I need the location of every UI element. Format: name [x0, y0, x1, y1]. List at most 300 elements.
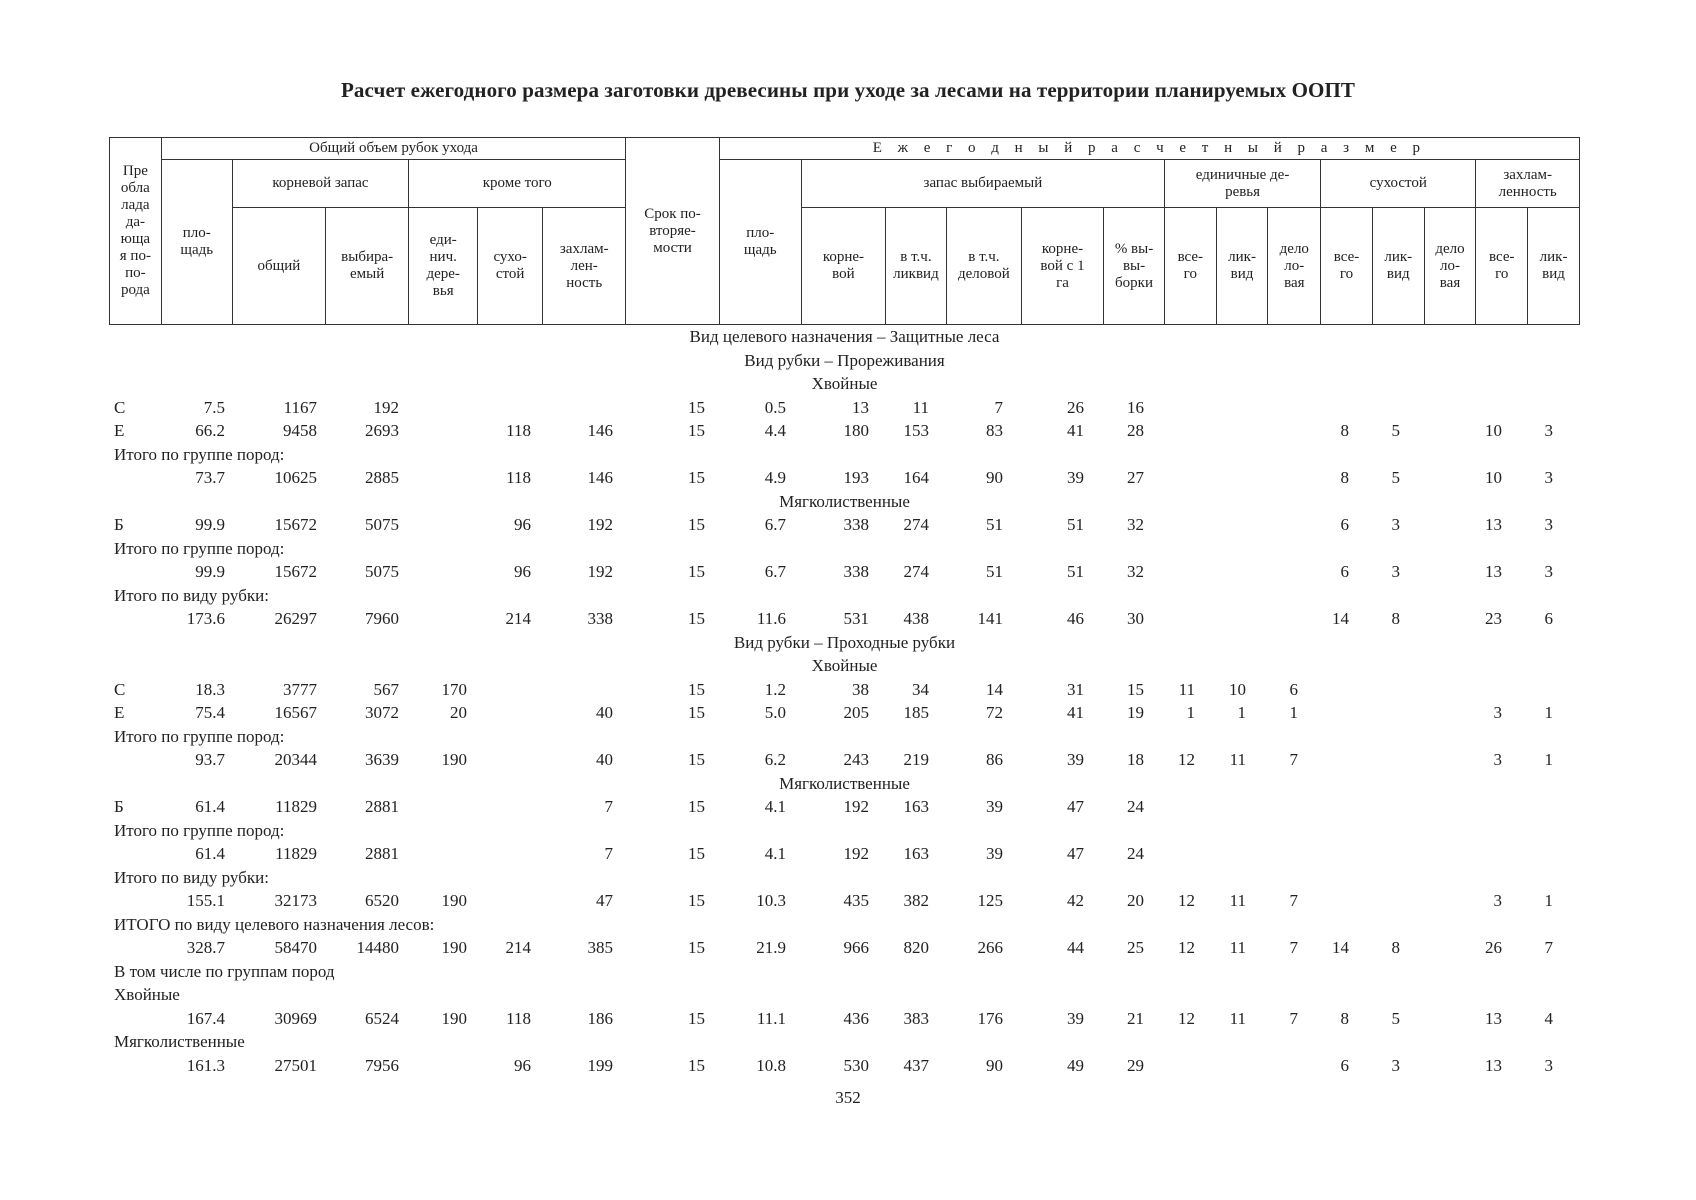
table-cell: 41	[1067, 421, 1084, 440]
table-cell: 214	[505, 938, 531, 957]
table-cell: 170	[441, 679, 467, 699]
table-cell: 176	[977, 1008, 1003, 1028]
header-repeat-period: Срок по- вторяе- мости	[626, 138, 719, 325]
table-cell: 266	[977, 938, 1003, 957]
table-cell: 5	[1391, 468, 1400, 487]
table-cell: 8	[1340, 468, 1349, 487]
section-heading	[109, 772, 1580, 796]
table-cell: 83	[986, 421, 1003, 440]
table-cell: 40	[596, 703, 613, 722]
table-cell: 11.6	[756, 609, 786, 628]
table-cell: 8	[1391, 938, 1400, 957]
table-cell: 18	[1127, 750, 1144, 769]
table-cell: 2693	[365, 421, 399, 440]
header-table	[109, 137, 1580, 325]
table-cell: 15	[688, 938, 705, 957]
table-cell: 192	[843, 844, 869, 863]
table-cell: 13	[852, 397, 869, 417]
table-cell: 125	[977, 891, 1003, 910]
group-label: Хвойные	[114, 985, 180, 1004]
table-cell: 4.1	[764, 797, 786, 816]
section-heading	[109, 631, 1580, 655]
table-cell: 141	[977, 609, 1003, 628]
table-cell: 75.4	[195, 703, 225, 722]
table-row	[109, 560, 1580, 584]
table-cell: 2881	[365, 844, 399, 863]
table-cell: 11829	[275, 844, 317, 863]
row-label	[109, 819, 1580, 843]
row-label	[109, 866, 1580, 890]
table-cell: 2881	[365, 797, 399, 816]
table-cell: 4.4	[764, 421, 786, 440]
table-cell: 14480	[356, 938, 399, 957]
table-cell: 3	[1544, 562, 1553, 581]
table-cell: 7	[1289, 1008, 1298, 1028]
header-dw-business: дело ло- вая	[1424, 208, 1476, 325]
table-cell: 26	[1485, 938, 1502, 957]
table-cell: 39	[1067, 1008, 1084, 1028]
table-cell: 4.9	[764, 468, 786, 487]
row-label	[109, 584, 1580, 608]
header-cl-liquid: лик- вид	[1528, 208, 1580, 325]
table-cell: 66.2	[195, 421, 225, 440]
group-label: Итого по группе пород:	[114, 820, 285, 840]
table-cell: 192	[843, 797, 869, 816]
table-cell: 15	[688, 844, 705, 863]
section-heading	[109, 654, 1580, 678]
group-label: ИТОГО по виду целевого назначения лесов:	[114, 914, 435, 934]
table-cell: 10625	[274, 468, 317, 487]
table-cell: 16	[1127, 397, 1144, 417]
group-label: Итого по виду рубки:	[114, 867, 269, 887]
table-cell: 29	[1127, 1055, 1144, 1075]
table-cell: 12	[1178, 938, 1195, 957]
table-cell: 96	[514, 562, 531, 581]
header-st-liquid: лик- вид	[1216, 208, 1268, 325]
table-cell: 47	[1067, 844, 1084, 863]
table-cell: 16567	[274, 703, 317, 722]
section-heading	[109, 325, 1580, 349]
table-cell: 15	[688, 562, 705, 581]
table-cell: 15	[688, 397, 705, 417]
table-cell: 161.3	[186, 1055, 225, 1075]
table-cell: 20344	[274, 750, 317, 769]
table-row	[109, 701, 1580, 725]
section-heading	[109, 372, 1580, 396]
table-cell: 205	[843, 703, 869, 722]
table-cell: 26	[1067, 397, 1084, 417]
table-cell: 0.5	[764, 397, 786, 417]
table-cell: 39	[1067, 750, 1084, 769]
table-cell: 14	[1332, 938, 1349, 957]
table-cell: 11	[912, 397, 929, 417]
table-cell: 6	[1289, 679, 1298, 699]
table-cell: 190	[441, 1008, 467, 1028]
group-label: В том числе по группам пород	[114, 961, 335, 981]
table-cell: 3777	[283, 679, 317, 699]
table-cell: 51	[1067, 562, 1084, 581]
table-cell: 438	[903, 609, 929, 628]
table-cell: 15	[688, 703, 705, 722]
table-cell: 531	[843, 609, 869, 628]
table-cell: 90	[986, 1055, 1003, 1075]
table-cell: 4.1	[764, 844, 786, 863]
species-cell: Е	[114, 703, 125, 722]
table-cell: 14	[986, 679, 1003, 699]
table-cell: 3	[1544, 468, 1553, 487]
table-cell: 118	[506, 421, 531, 440]
table-cell: 6	[1340, 562, 1349, 581]
table-cell: 192	[373, 397, 399, 417]
table-cell: 15	[688, 1008, 705, 1028]
table-cell: 328.7	[186, 938, 225, 957]
table-row	[109, 936, 1580, 960]
table-cell: 15	[688, 609, 705, 628]
table-cell: 530	[843, 1055, 869, 1075]
table-cell: 28	[1127, 421, 1144, 440]
table-cell: 1	[1186, 703, 1195, 722]
table-cell: 7.5	[203, 397, 225, 417]
table-cell: 21	[1127, 1008, 1144, 1028]
table-row	[109, 466, 1580, 490]
header-single-trees: еди- нич. дере- вья	[409, 208, 478, 325]
table-cell: 13	[1485, 1055, 1502, 1075]
table-cell: 14	[1332, 609, 1349, 628]
table-cell: 32	[1127, 515, 1144, 534]
table-cell: 19	[1127, 703, 1144, 722]
section-title: Вид рубки – Проходные рубки	[733, 632, 956, 652]
table-cell: 96	[514, 515, 531, 534]
table-cell: 3	[1391, 1055, 1400, 1075]
header-dw-total: все- го	[1321, 208, 1373, 325]
table-cell: 6524	[365, 1008, 399, 1028]
table-cell: 8	[1340, 1008, 1349, 1028]
table-cell: 51	[986, 562, 1003, 581]
table-cell: 2885	[365, 468, 399, 487]
table-cell: 7	[604, 844, 613, 863]
table-cell: 15	[688, 891, 705, 910]
table-cell: 383	[903, 1008, 929, 1028]
table-cell: 40	[596, 750, 613, 769]
table-cell: 9458	[283, 421, 317, 440]
table-cell: 23	[1485, 609, 1502, 628]
table-cell: 7	[1289, 891, 1298, 910]
table-cell: 11	[1229, 1008, 1246, 1028]
row-label	[109, 443, 1580, 467]
header-clutter2: захлам- ленность	[1476, 160, 1580, 208]
table-cell: 15672	[274, 562, 317, 581]
table-cell: 3072	[365, 703, 399, 722]
header-cl-total: все- го	[1476, 208, 1528, 325]
table-cell: 338	[587, 609, 613, 628]
table-cell: 243	[843, 750, 869, 769]
table-cell: 58470	[274, 938, 317, 957]
table-cell: 11	[1178, 679, 1195, 699]
table-cell: 39	[1067, 468, 1084, 487]
table-cell: 163	[903, 844, 929, 863]
table-cell: 5075	[365, 515, 399, 534]
row-label	[109, 960, 1580, 984]
header-selected: выбира- емый	[326, 208, 409, 325]
header-root-stock: корневой запас	[232, 160, 409, 208]
table-cell: 31	[1067, 679, 1084, 699]
table-cell: 3639	[365, 750, 399, 769]
header-besides: кроме того	[409, 160, 626, 208]
table-cell: 966	[843, 938, 869, 957]
section-title: Вид целевого назначения – Защитные леса	[689, 327, 1000, 346]
header-root-per-ha: корне- вой с 1 га	[1021, 208, 1103, 325]
table-cell: 118	[506, 1008, 531, 1028]
table-cell: 96	[514, 1055, 531, 1075]
header-pct-select: % вы- вы- борки	[1104, 208, 1165, 325]
table-cell: 20	[450, 703, 467, 722]
table-cell: 820	[903, 938, 929, 957]
table-cell: 6.7	[764, 515, 786, 534]
table-cell: 27501	[274, 1055, 317, 1075]
table-cell: 3	[1391, 562, 1400, 581]
table-cell: 5	[1391, 1008, 1400, 1028]
header-deadwood2: сухостой	[1321, 160, 1476, 208]
table-cell: 25	[1127, 938, 1144, 957]
table-cell: 338	[843, 562, 869, 581]
table-cell: 44	[1067, 938, 1084, 957]
table-row	[109, 513, 1580, 537]
table-cell: 173.6	[186, 609, 225, 628]
table-cell: 118	[506, 468, 531, 487]
table-row	[109, 889, 1580, 913]
table-row	[109, 1054, 1580, 1078]
group-label: Итого по группе пород:	[114, 444, 285, 464]
table-cell: 27	[1127, 468, 1144, 487]
header-dw-liquid: лик- вид	[1372, 208, 1424, 325]
table-cell: 190	[441, 938, 467, 957]
table-cell: 163	[903, 797, 929, 816]
header-clutter: захлам- лен- ность	[543, 208, 626, 325]
header-deadwood: сухо- стой	[478, 208, 543, 325]
species-cell: С	[114, 679, 126, 699]
table-cell: 93.7	[195, 750, 225, 769]
table-cell: 146	[587, 421, 613, 440]
table-cell: 219	[903, 750, 929, 769]
table-cell: 73.7	[195, 468, 225, 487]
table-cell: 382	[903, 891, 929, 910]
section-title: Мягколиственные	[779, 773, 910, 793]
table-cell: 15	[688, 1055, 705, 1075]
table-cell: 164	[903, 468, 929, 487]
species-cell: Б	[114, 797, 124, 816]
table-cell: 86	[986, 750, 1003, 769]
section-title: Мягколиственные	[779, 491, 910, 511]
table-cell: 11	[1229, 750, 1246, 769]
table-cell: 39	[986, 844, 1003, 863]
table-cell: 5.0	[764, 703, 786, 722]
table-cell: 12	[1178, 1008, 1195, 1028]
table-cell: 6.2	[764, 750, 786, 769]
table-cell: 10.3	[756, 891, 786, 910]
table-cell: 13	[1485, 1008, 1502, 1028]
table-cell: 47	[1067, 797, 1084, 816]
header-st-total: все- го	[1164, 208, 1216, 325]
header-total: общий	[232, 208, 325, 325]
table-cell: 15	[688, 468, 705, 487]
page-number: 352	[835, 1088, 861, 1107]
table-cell: 6	[1340, 515, 1349, 534]
table-cell: 6520	[365, 891, 399, 910]
table-cell: 8	[1391, 609, 1400, 628]
table-cell: 99.9	[195, 515, 225, 534]
table-row	[109, 1007, 1580, 1031]
table-cell: 3	[1493, 703, 1502, 722]
table-cell: 199	[587, 1055, 613, 1075]
table-cell: 12	[1178, 750, 1195, 769]
row-label	[109, 983, 1580, 1007]
table-cell: 3	[1493, 750, 1502, 769]
table-cell: 1167	[283, 397, 317, 417]
table-cell: 11	[1229, 938, 1246, 957]
table-cell: 8	[1340, 421, 1349, 440]
table-cell: 13	[1485, 562, 1502, 581]
table-cell: 10	[1485, 421, 1502, 440]
table-body	[109, 325, 1580, 1077]
table-row	[109, 795, 1580, 819]
table-cell: 7	[604, 797, 613, 816]
table-cell: 1	[1544, 891, 1553, 910]
table-cell: 192	[587, 562, 613, 581]
header-incl-business: в т.ч. деловой	[946, 208, 1021, 325]
group-label: Мягколиственные	[114, 1032, 245, 1051]
header-stock-selected: запас выбираемый	[801, 160, 1164, 208]
table-cell: 10	[1485, 468, 1502, 487]
table-cell: 90	[986, 468, 1003, 487]
table-cell: 10.8	[756, 1055, 786, 1075]
table-cell: 7	[994, 397, 1003, 417]
table-cell: 7	[1289, 750, 1298, 769]
table-cell: 7	[1544, 938, 1553, 957]
row-label	[109, 725, 1580, 749]
table-cell: 34	[912, 679, 929, 699]
table-cell: 30	[1127, 609, 1144, 628]
table-cell: 18.3	[195, 679, 225, 699]
table-cell: 437	[903, 1055, 929, 1075]
row-label	[109, 537, 1580, 561]
table-row	[109, 396, 1580, 420]
table-cell: 72	[986, 703, 1003, 722]
table-cell: 46	[1067, 609, 1084, 628]
header-area2: пло- щадь	[719, 160, 801, 325]
table-cell: 186	[587, 1008, 613, 1028]
table-cell: 1	[1289, 703, 1298, 722]
table-cell: 167.4	[186, 1008, 225, 1028]
table-cell: 41	[1067, 703, 1084, 722]
header-single-trees2: единичные де- ревья	[1164, 160, 1320, 208]
table-cell: 3	[1391, 515, 1400, 534]
header-st-business: дело ло- вая	[1268, 208, 1321, 325]
table-cell: 15672	[274, 515, 317, 534]
table-cell: 3	[1544, 421, 1553, 440]
table-cell: 21.9	[756, 938, 786, 957]
table-cell: 15	[688, 679, 705, 699]
table-cell: 185	[903, 703, 929, 722]
table-cell: 7956	[365, 1055, 399, 1075]
group-label: Итого по виду рубки:	[114, 585, 269, 605]
table-cell: 274	[903, 562, 929, 581]
table-cell: 99.9	[195, 562, 225, 581]
table-cell: 192	[587, 515, 613, 534]
table-cell: 153	[903, 421, 929, 440]
table-cell: 567	[373, 679, 399, 699]
row-label	[109, 913, 1580, 937]
species-cell: Е	[114, 421, 125, 440]
table-cell: 180	[843, 421, 869, 440]
section-title: Хвойные	[811, 656, 878, 675]
table-cell: 3	[1493, 891, 1502, 910]
table-cell: 146	[587, 468, 613, 487]
header-group-annual: Е ж е г о д н ы й р а с ч е т н ы й р а з м е р	[719, 138, 1579, 160]
table-cell: 435	[843, 891, 869, 910]
table-row	[109, 748, 1580, 772]
header-area: пло- щадь	[161, 160, 232, 325]
table-row	[109, 607, 1580, 631]
table-cell: 51	[1067, 515, 1084, 534]
table-cell: 274	[903, 515, 929, 534]
table-cell: 7	[1289, 938, 1298, 957]
table-cell: 338	[843, 515, 869, 534]
table-cell: 155.1	[186, 891, 225, 910]
table-cell: 1	[1544, 703, 1553, 722]
section-heading	[109, 490, 1580, 514]
table-cell: 193	[843, 468, 869, 487]
table-cell: 39	[986, 797, 1003, 816]
table-cell: 6.7	[764, 562, 786, 581]
table-cell: 30969	[274, 1008, 317, 1028]
table-cell: 190	[441, 891, 467, 910]
table-cell: 10	[1229, 679, 1246, 699]
header-group-total: Общий объем рубок ухода	[161, 138, 626, 160]
table-cell: 15	[1127, 679, 1144, 699]
table-cell: 12	[1178, 891, 1195, 910]
table-cell: 15	[688, 421, 705, 440]
table-cell: 190	[441, 750, 467, 769]
table-cell: 1.2	[764, 679, 786, 699]
table-cell: 51	[986, 515, 1003, 534]
header-species: Пре обла лада да- ющa я по- по- рода	[110, 138, 162, 325]
table-cell: 1	[1237, 703, 1246, 722]
table-cell: 24	[1127, 844, 1144, 863]
table-cell: 15	[688, 750, 705, 769]
species-cell: Б	[114, 515, 124, 534]
table-cell: 1	[1544, 750, 1553, 769]
section-title: Хвойные	[811, 374, 878, 393]
table-cell: 15	[688, 797, 705, 816]
table-cell: 7960	[365, 609, 399, 628]
table-cell: 42	[1067, 891, 1084, 910]
table-cell: 4	[1544, 1008, 1553, 1028]
table-cell: 11	[1229, 891, 1246, 910]
table-cell: 20	[1127, 891, 1144, 910]
table-cell: 32173	[274, 891, 317, 910]
table-cell: 15	[688, 515, 705, 534]
section-title: Вид рубки – Прореживания	[744, 350, 945, 370]
table-cell: 214	[505, 609, 531, 628]
table-row	[109, 842, 1580, 866]
table-cell: 385	[587, 938, 613, 957]
table-cell: 11829	[275, 797, 317, 816]
table-cell: 436	[843, 1008, 869, 1028]
header-incl-liquid: в т.ч. ликвид	[886, 208, 947, 325]
table-cell: 3	[1544, 515, 1553, 534]
table-row	[109, 678, 1580, 702]
table-cell: 5075	[365, 562, 399, 581]
